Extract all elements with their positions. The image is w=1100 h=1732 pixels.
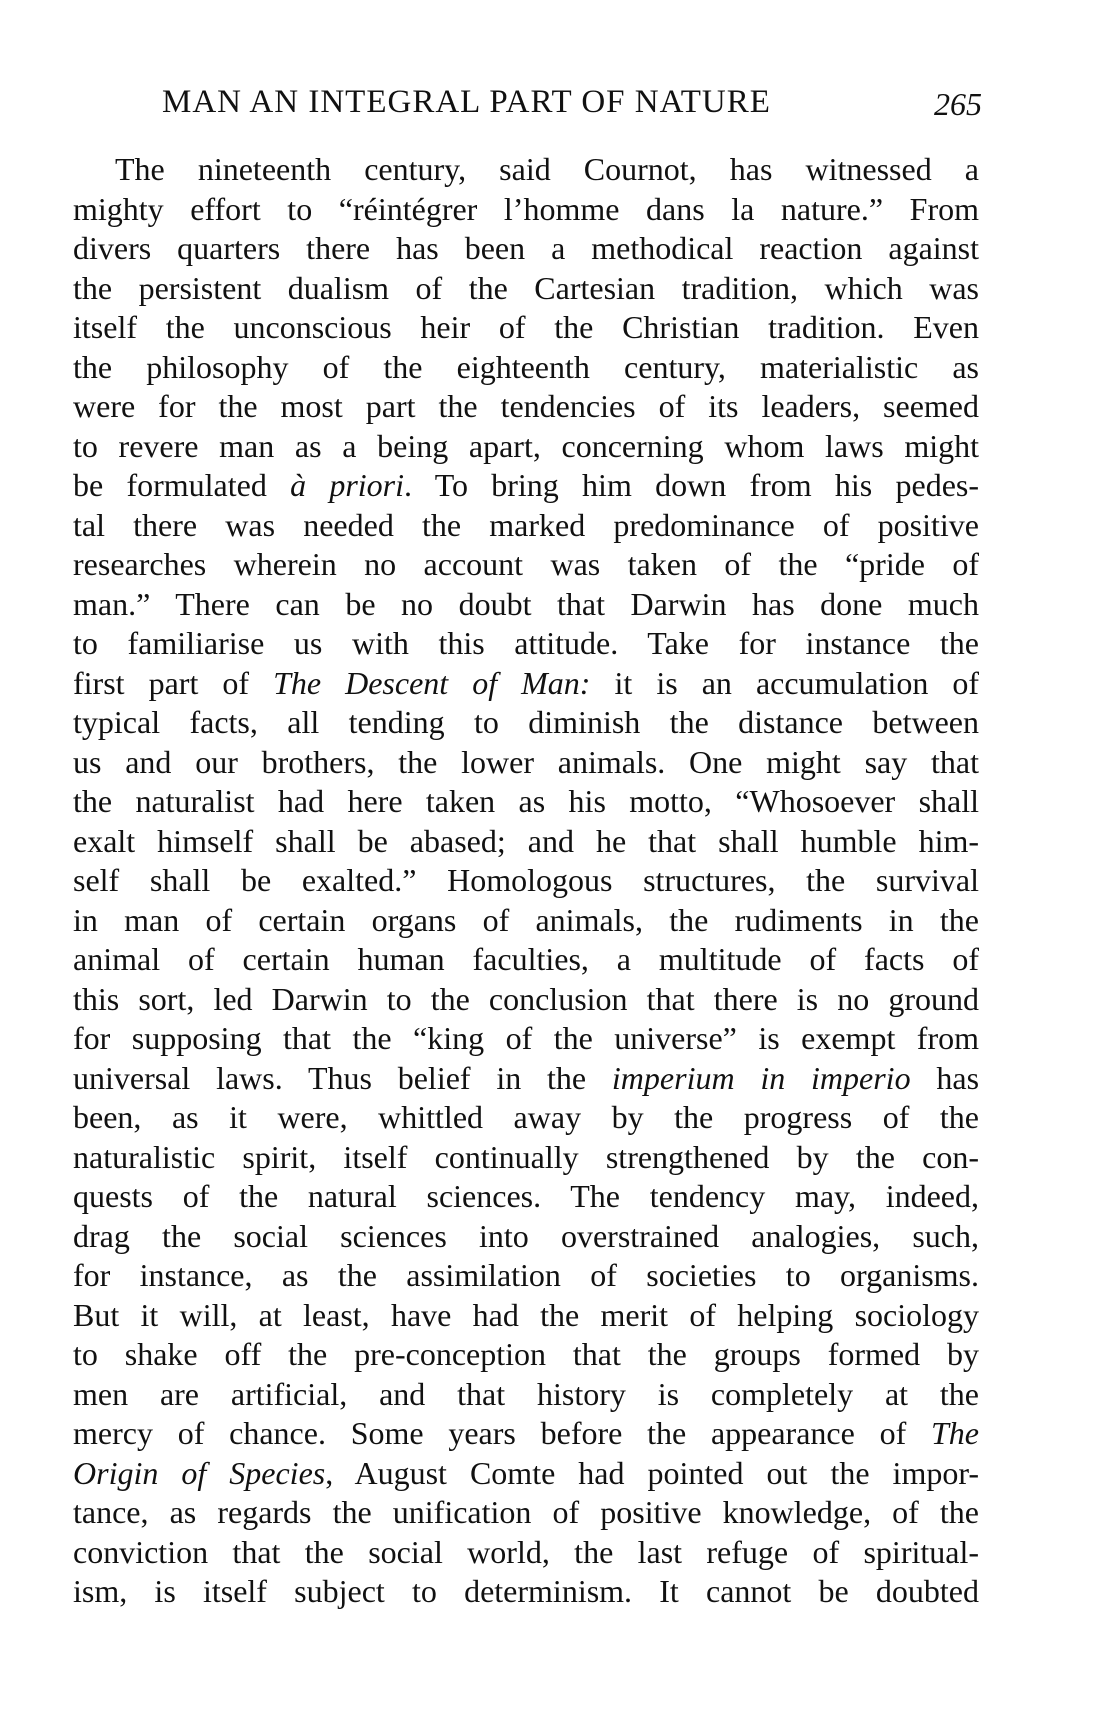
text-line bbox=[73, 1138, 979, 1178]
text-segment: it is an accumulation of bbox=[590, 664, 979, 701]
text-line bbox=[73, 1296, 979, 1336]
text-segment: drag the social sciences into overstrained analogies, such, bbox=[73, 1217, 979, 1254]
text-line bbox=[73, 427, 979, 467]
text-line bbox=[73, 743, 979, 783]
text-segment: But it will, at least, have had the merit of helping sociology bbox=[73, 1296, 979, 1333]
text-line bbox=[73, 308, 979, 348]
running-title: MAN AN INTEGRAL PART OF NATURE bbox=[162, 84, 771, 120]
text-line bbox=[73, 782, 979, 822]
text-line bbox=[73, 1533, 979, 1573]
text-segment: to familiarise us with this attitude. Take for instance the bbox=[73, 625, 979, 661]
text-segment: conviction that the social world, the last refuge of spiritual- bbox=[73, 1533, 979, 1570]
text-segment: to revere man as a being apart, concerning whom laws might bbox=[73, 427, 979, 464]
text-line bbox=[73, 1454, 979, 1494]
text-line bbox=[73, 348, 979, 388]
text-segment: universal laws. Thus belief in the bbox=[73, 1059, 612, 1096]
text-segment: man.” There can be no doubt that Darwin has done much bbox=[73, 585, 979, 622]
text-line bbox=[73, 506, 979, 546]
body-text bbox=[73, 150, 979, 1612]
italic-text: à priori bbox=[290, 467, 405, 503]
text-line bbox=[73, 466, 979, 506]
text-segment: for supposing that the “king of the universe” is exempt from bbox=[73, 1020, 979, 1056]
text-line bbox=[73, 387, 979, 427]
text-line bbox=[73, 980, 979, 1020]
text-segment: tance, as regards the unification of positive knowledge, of the bbox=[73, 1494, 979, 1530]
text-segment: itself the unconscious heir of the Christian tradition. Even bbox=[73, 309, 979, 345]
text-line bbox=[73, 1375, 979, 1415]
text-line bbox=[73, 1256, 979, 1296]
text-segment: the persistent dualism of the Cartesian tradition, which was bbox=[73, 269, 979, 306]
text-line bbox=[73, 1572, 979, 1612]
text-segment: The nineteenth century, said Cournot, has witnessed a bbox=[115, 151, 979, 187]
text-segment: . To bring him down from his pedes- bbox=[404, 467, 979, 503]
text-line bbox=[73, 1059, 979, 1099]
text-line bbox=[73, 585, 979, 625]
text-segment: quests of the natural sciences. The tendency may, indeed, bbox=[73, 1178, 979, 1214]
text-line bbox=[73, 269, 979, 309]
text-segment: be formulated bbox=[73, 467, 291, 503]
text-line bbox=[73, 703, 979, 743]
text-line bbox=[73, 1019, 979, 1059]
text-segment: us and our brothers, the lower animals. One might say that bbox=[73, 743, 979, 780]
text-line bbox=[73, 1098, 979, 1138]
text-segment: researches wherein no account was taken of the “pride of bbox=[73, 546, 979, 582]
text-segment: mercy of chance. Some years before the appearance of bbox=[73, 1415, 931, 1451]
text-line bbox=[73, 624, 979, 664]
text-line bbox=[73, 1414, 979, 1454]
text-line bbox=[73, 1217, 979, 1257]
text-line bbox=[73, 545, 979, 585]
text-segment: the naturalist had here taken as his motto, “Whosoever shall bbox=[73, 783, 979, 819]
text-segment: first part of bbox=[73, 664, 274, 701]
text-line bbox=[73, 1493, 979, 1533]
text-segment: this sort, led Darwin to the conclusion that there is no ground bbox=[73, 980, 979, 1017]
text-segment: men are artificial, and that history is completely at the bbox=[73, 1375, 979, 1412]
text-line bbox=[73, 1177, 979, 1217]
italic-text: The Descent of Man: bbox=[273, 664, 591, 701]
text-segment: typical facts, all tending to diminish the distance between bbox=[73, 704, 979, 740]
italic-text: The bbox=[931, 1415, 979, 1451]
text-segment: animal of certain human faculties, a multitude of facts of bbox=[73, 941, 979, 977]
text-segment: divers quarters there has been a methodical reaction against bbox=[73, 230, 979, 266]
text-line bbox=[73, 190, 979, 230]
text-segment: in man of certain organs of animals, the rudiments in the bbox=[73, 901, 979, 938]
text-segment: exalt himself shall be abased; and he that shall humble him- bbox=[73, 822, 979, 859]
text-line bbox=[73, 150, 979, 190]
text-segment: been, as it were, whittled away by the progress of the bbox=[73, 1099, 979, 1135]
text-line bbox=[73, 664, 979, 704]
text-segment: were for the most part the tendencies of its leaders, seemed bbox=[73, 388, 979, 424]
text-segment: tal there was needed the marked predominance of positive bbox=[73, 506, 979, 543]
text-segment: to shake off the pre-conception that the groups formed by bbox=[73, 1336, 979, 1372]
text-segment: has bbox=[910, 1059, 979, 1096]
text-line bbox=[73, 1335, 979, 1375]
text-line bbox=[73, 901, 979, 941]
text-segment: , August Comte had pointed out the impor- bbox=[325, 1454, 979, 1491]
text-segment: the philosophy of the eighteenth century, materialistic as bbox=[73, 348, 979, 385]
text-segment: naturalistic spirit, itself continually strengthened by the con- bbox=[73, 1138, 979, 1175]
text-line bbox=[73, 940, 979, 980]
page-number: 265 bbox=[934, 86, 982, 122]
text-line bbox=[73, 861, 979, 901]
text-line bbox=[73, 822, 979, 862]
italic-text: Origin of Species bbox=[73, 1454, 326, 1491]
text-segment: mighty effort to “réintégrer l’homme dans la nature.” From bbox=[73, 190, 979, 227]
page-header bbox=[157, 80, 982, 124]
italic-text: imperium in imperio bbox=[611, 1059, 911, 1096]
text-segment: ism, is itself subject to determinism. It cannot be doubted bbox=[73, 1573, 979, 1609]
text-line bbox=[73, 229, 979, 269]
text-segment: self shall be exalted.” Homologous structures, the survival bbox=[73, 862, 979, 898]
text-segment: for instance, as the assimilation of societies to organisms. bbox=[73, 1257, 979, 1293]
